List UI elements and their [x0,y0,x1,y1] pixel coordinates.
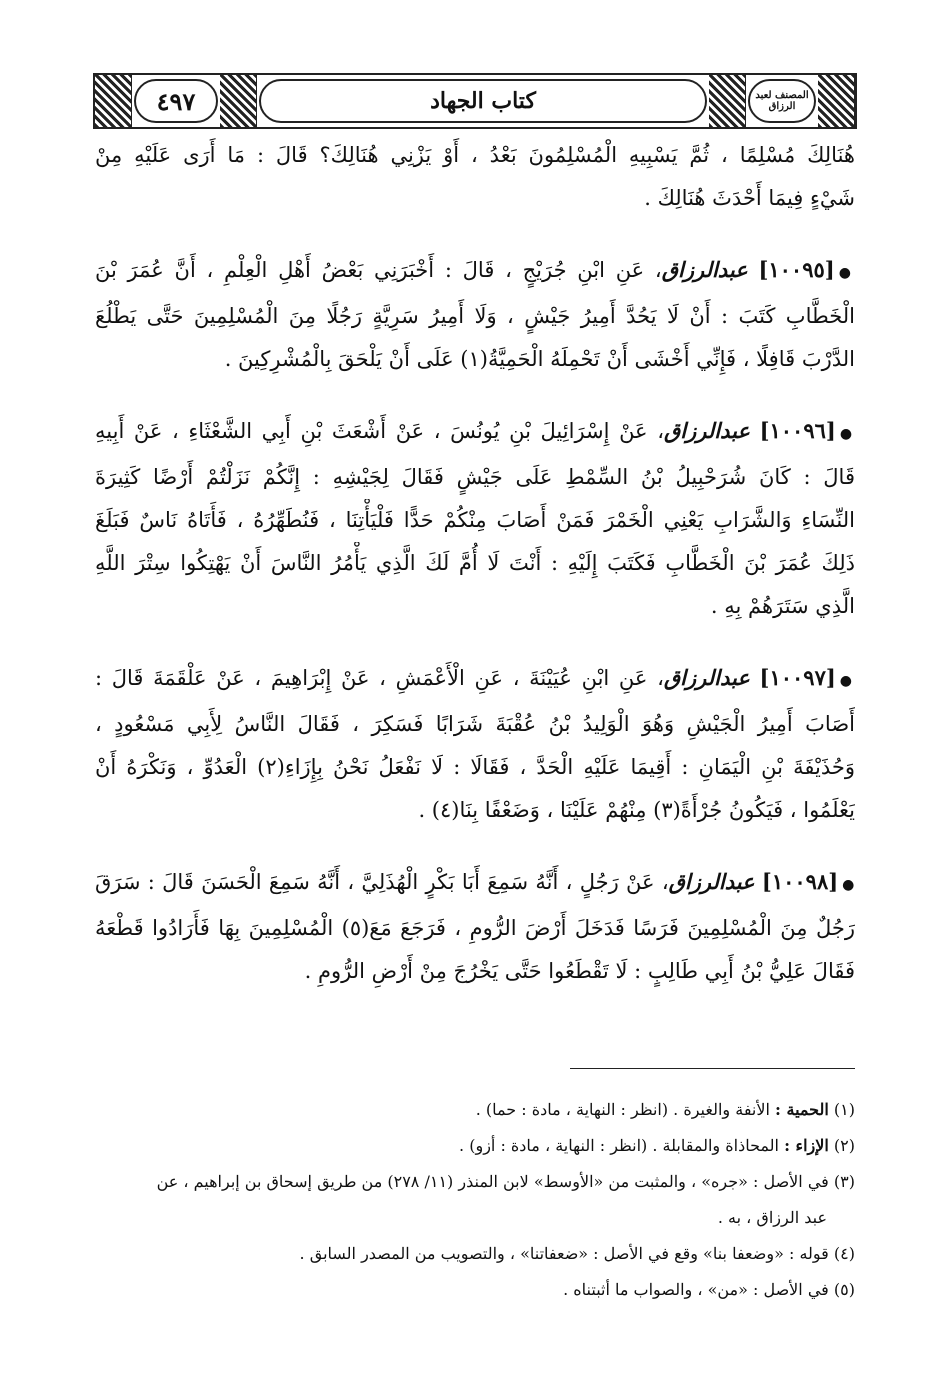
hadith-author: عبدالرزاق [663,418,750,443]
footnote-marker: (٥) [833,1280,855,1299]
main-text [95,134,855,1021]
hadith-number: [١٠٠٩٦] [759,418,836,443]
text-line: ذَلِكَ عُمَرَ بْنَ الْخَطَّابِ فَكَتَبَ إِلَيْهِ : أَنْتَ لَا أُمَّ لَكَ الَّذِي يَأْمُرُ النَّاسَ أَنْ يَهْتِكُوا سِتْرَ اللَّهِ [95,551,855,575]
text-line [95,248,855,295]
text-line [95,409,855,456]
text-line: شَيْءٍ فِيمَا أَحْدَثَ هُنَالِكَ . [644,186,855,210]
footnote-text: الأنفة والغيرة . (انظر : النهاية ، مادة : حما) . [475,1100,770,1119]
text-line [95,860,855,907]
hadith-number: [١٠٠٩٥] [758,257,835,282]
text-line: رَجُلٌ مِنَ الْمُسْلِمِينَ فَرَسًا فَدَخَلَ أَرْضَ الرُّومِ ، فَرَجَعَ مَعَ(٥) الْمُسْلِمِينَ بِهَا فَأَرَادُوا قَطْعَهُ [95,916,855,940]
bullet-icon: ● [839,426,855,442]
hadith-author: عبدالرزاق [668,869,755,894]
text-line: الْخَطَّابِ كَتَبَ : أَنْ لَا يَحُدَّ أَمِيرُ جَيْشٍ ، وَلَا أَمِيرُ سَرِيَّةٍ رَجُلًا مِنَ الْمُسْلِمِينَ حَتَّى يَطْلُعَ [95,304,855,328]
text-line: وَحُذَيْفَةَ بْنِ الْيَمَانِ : أَقِيمَا عَلَيْهِ الْحَدَّ ، فَقَالَا : لَا نَفْعَلُ نَحْنُ بِإِزَاءِ(٢) الْعَدُوِّ ، وَنَكْرَهُ أَنْ [95,755,855,779]
footnote-marker: (٤) [833,1244,855,1263]
text-line: قَالَ : كَانَ شُرَحْبِيلُ بْنُ السِّمْطِ عَلَى جَيْشٍ فَقَالَ لِجَيْشِهِ : إِنَّكُمْ نَزَلْتُمْ أَرْضًا كَثِيرَةَ [95,465,855,489]
footnote [95,1164,855,1200]
page-number: ٤٩٧ [134,79,218,123]
footnote-marker: (٢) [833,1136,855,1155]
footnotes [95,1092,855,1308]
text-line: الدَّرْبَ قَافِلًا ، فَإِنِّي أَخْشَى أَنْ تَحْمِلَهُ الْحَمِيَّةُ(١) عَلَى أَنْ يَلْحَقَ بِالْمُشْرِكِينَ . [224,347,855,371]
text-line: هُنَالِكَ مُسْلِمًا ، ثُمَّ يَسْبِيهِ الْمُسْلِمُونَ بَعْدُ ، أَوْ يَزْنِي هُنَالِكَ؟ قَالَ : مَا أَرَى عَلَيْهِ مِنْ [95,143,855,167]
bullet-icon: ● [839,673,855,689]
text-line: يَعْلَمُوا ، فَيَكُونُ جُرْأَةً(٣) مِنْهُمْ عَلَيْنَا ، وَضَعْفًا بِنَا(٤) . [418,798,855,822]
hadith-paragraph [95,409,855,628]
footnote-marker: (٣) [833,1172,855,1191]
bullet-icon: ● [838,265,855,281]
footnote [95,1092,855,1128]
hadith-text: ، عَنِ ابْنِ جُرَيْجٍ ، قَالَ : أَخْبَرَنِي بَعْضُ أَهْلِ الْعِلْمِ ، أَنَّ عُمَرَ بْنَ [95,258,662,282]
hadith-text: ، عَنِ ابْنِ عُيَيْنَةَ ، عَنِ الْأَعْمَشِ ، عَنْ إِبْرَاهِيمَ ، عَنْ عَلْقَمَةَ قَالَ : [95,666,664,690]
book-logo: المصنف لعبد الرزاق [748,79,816,123]
footnote-text: المحاذاة والمقابلة . (انظر : النهاية ، مادة : أزو) . [459,1136,779,1155]
hadith-paragraph [95,248,855,381]
hadith-paragraph [95,860,855,993]
ornament-left [95,75,132,127]
footnote-term: الحمية : [775,1100,829,1119]
page-header [93,73,857,129]
text-line: النِّسَاءِ وَالشَّرَابِ يَعْنِي الْخَمْرَ فَمَنْ أَصَابَ مِنْكُمْ حَدًّا فَلْيَأْتِنَا ، فَنُطَهِّرُهُ ، فَأَتَاهُ نَاسٌ فَبَلَغَ [95,508,855,532]
text-line: أَصَابَ أَمِيرُ الْجَيْشِ وَهُوَ الْوَلِيدُ بْنُ عُقْبَةَ شَرَابًا فَسَكِرَ ، فَقَالَ النَّاسُ لِأَبِي مَسْعُودٍ ، [95,712,855,736]
ornament-left-inner [220,75,257,127]
hadith-text: ، عَنْ إِسْرَائِيلَ بْنِ يُونُسَ ، عَنْ أَشْعَثَ بْنِ أَبِي الشَّعْثَاءِ ، عَنْ أَبِيهِ [95,419,664,443]
text-line [95,656,855,703]
hadith-author: عبدالرزاق [663,665,750,690]
text-line: فَقَالَ عَلِيُّ بْنُ أَبِي طَالِبٍ : لَا تَقْطَعُوا حَتَّى يَخْرُجَ مِنْ أَرْضِ الرُّومِ . [304,959,855,983]
footnote [95,1272,855,1308]
footnote-marker: (١) [833,1100,855,1119]
footnote-text: في الأصل : «جره» ، والمثبت من «الأوسط» لابن المنذر (١١/ ٢٧٨) من طريق إسحاق بن إبراهيم ، عن [156,1172,829,1191]
ornament-right [818,75,855,127]
footnote-text: قوله : «وضعفا بنا» وقع في الأصل : «ضعفاتنا» ، والتصويب من المصدر السابق . [299,1244,829,1263]
footnote [95,1128,855,1164]
hadith-text: ، عَنْ رَجُلٍ ، أَنَّهُ سَمِعَ أَبَا بَكْرٍ الْهُذَلِيَّ ، أَنَّهُ سَمِعَ الْحَسَنَ قَالَ : سَرَقَ [95,870,669,894]
hadith-number: [١٠٠٩٨] [761,869,839,894]
chapter-title: كتاب الجهاد [259,79,707,123]
intro-paragraph [95,134,855,220]
hadith-number: [١٠٠٩٧] [759,665,836,690]
footnote-term: الإزاء : [784,1136,829,1155]
bullet-icon: ● [842,877,855,893]
hadith-author: عبدالرزاق [661,257,748,282]
ornament-right-inner [709,75,746,127]
hadith-paragraph [95,656,855,832]
footnote-text: في الأصل : «من» ، والصواب ما أثبتناه . [563,1280,829,1299]
footnote-separator [570,1068,855,1069]
footnote [95,1236,855,1272]
text-line: الَّذِي سَتَرَهُمْ بِهِ . [710,594,855,618]
footnote-continuation: عبد الرزاق ، به . [717,1208,827,1227]
